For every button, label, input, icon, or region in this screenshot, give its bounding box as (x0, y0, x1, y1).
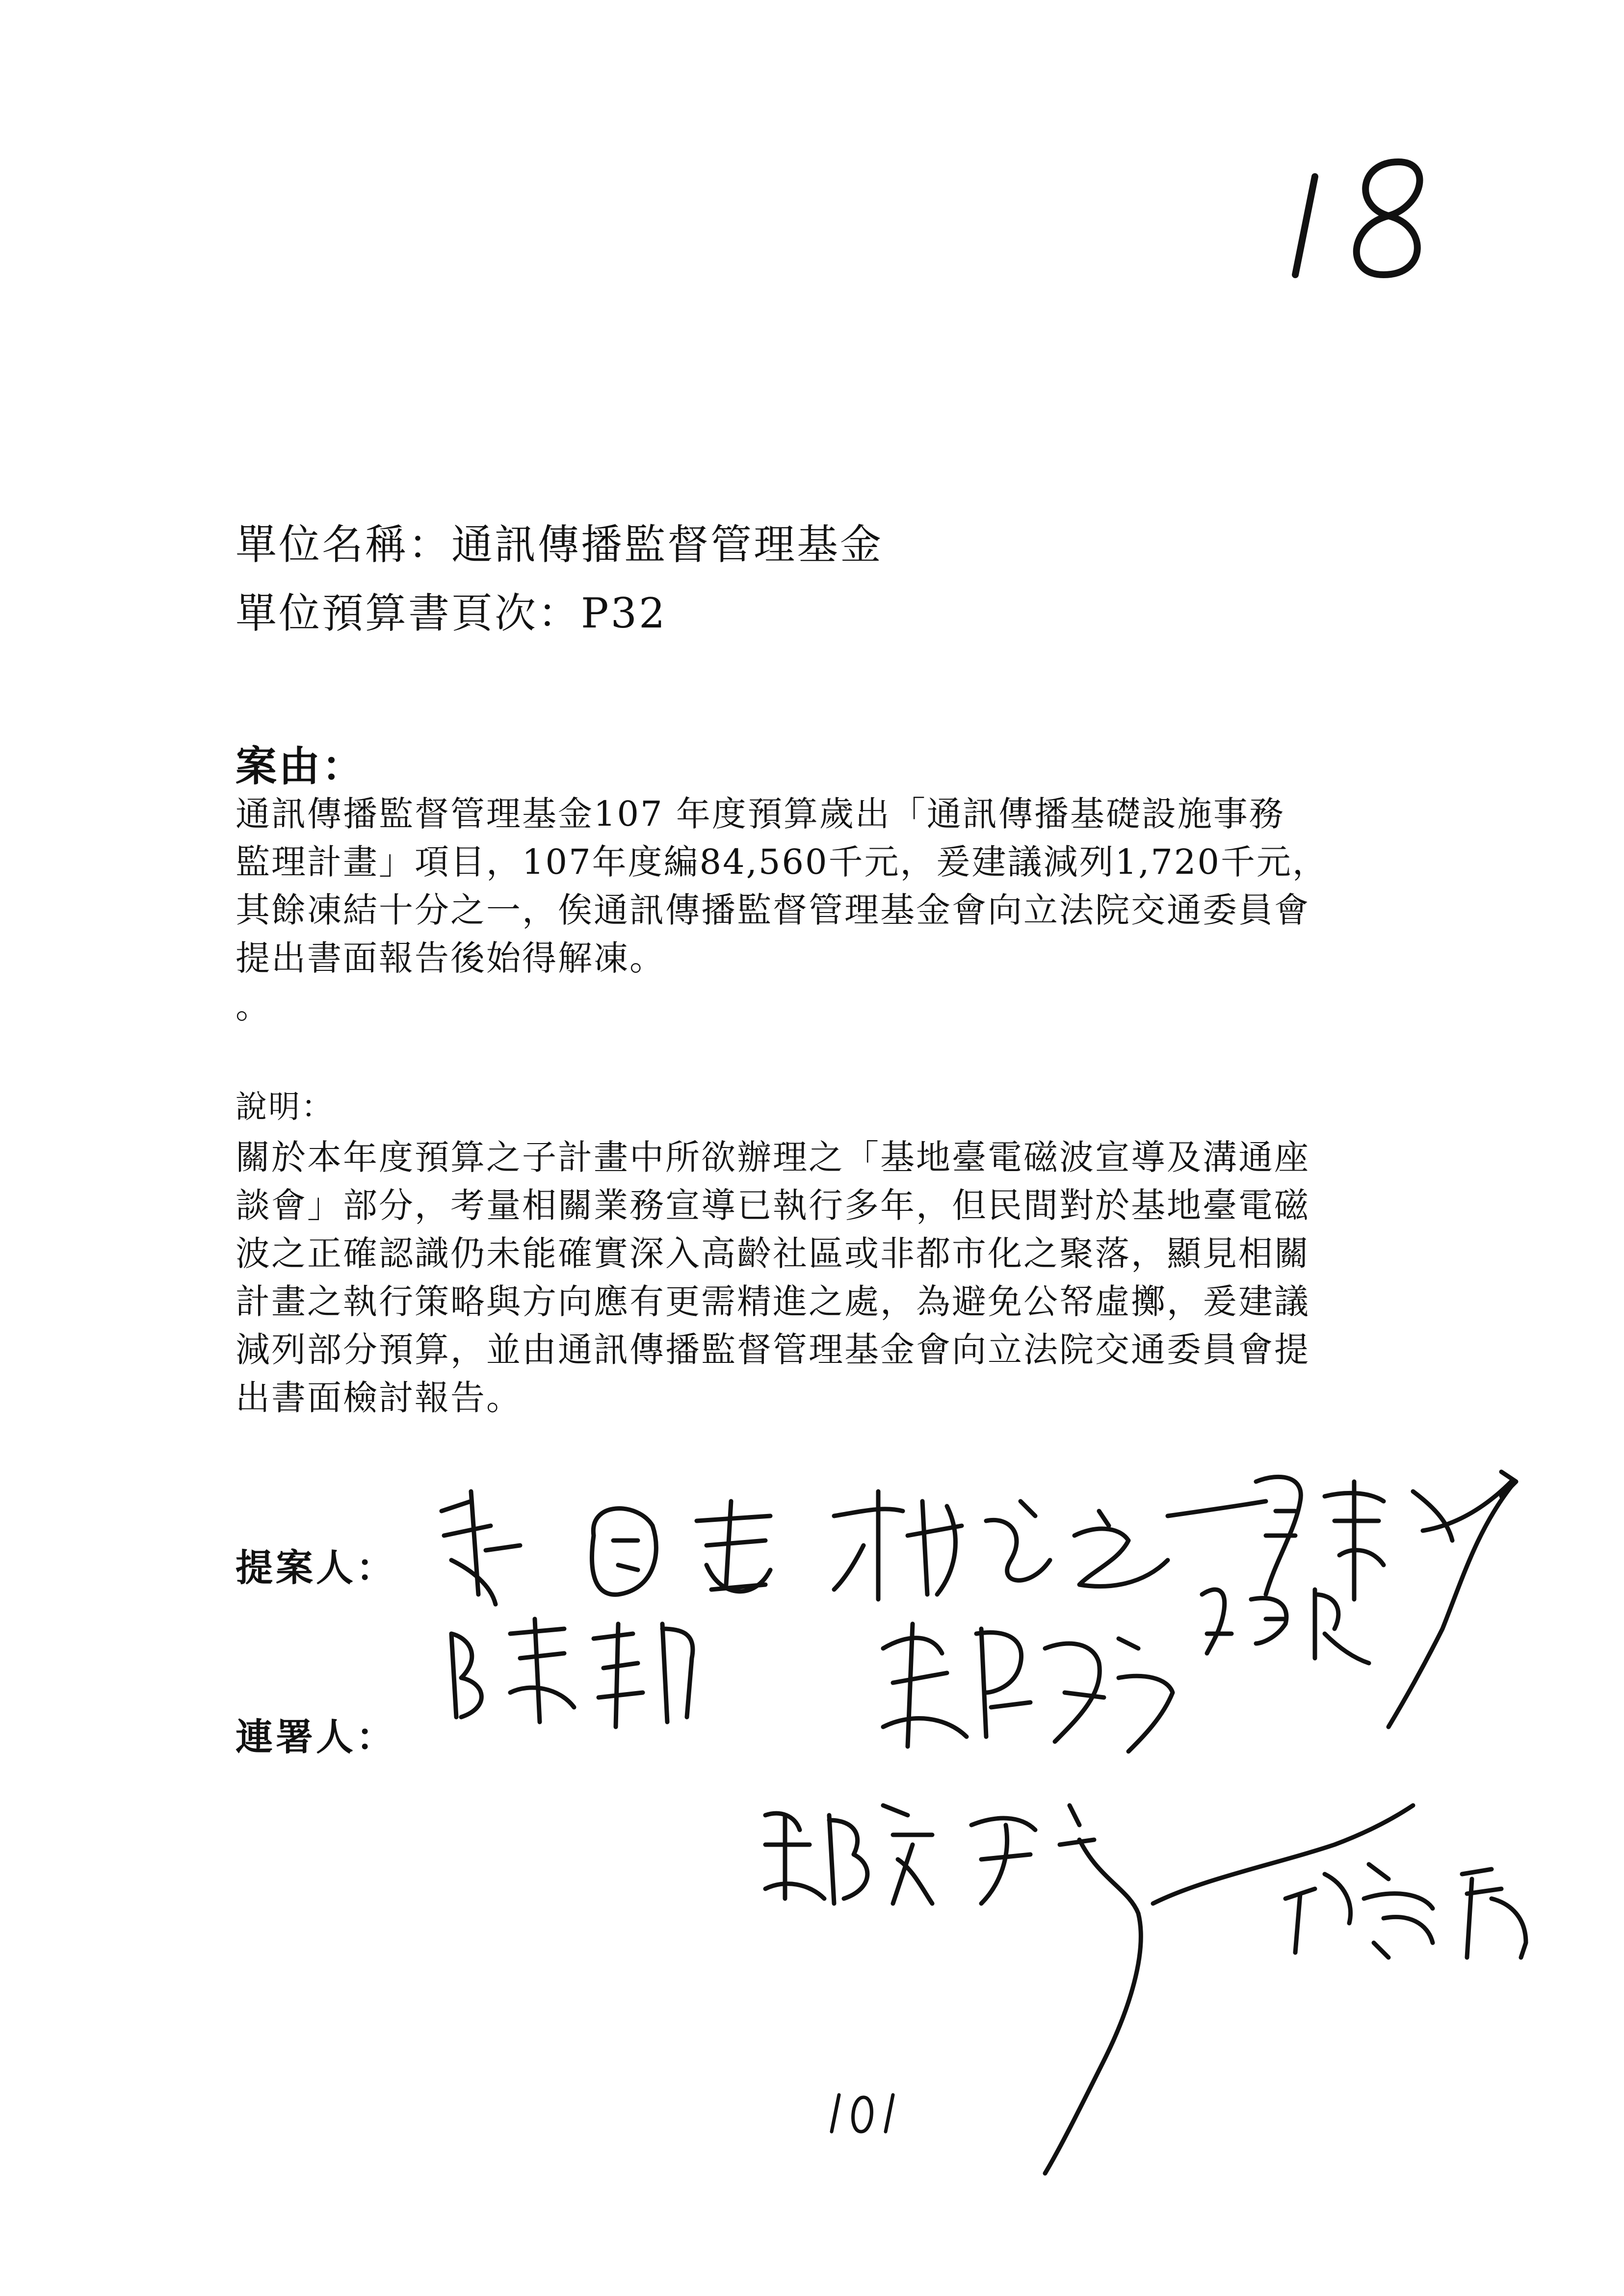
signature-4 (1256, 1472, 1516, 1727)
case-line: 監理計畫」項目，107年度編84,560千元，爰建議減列1,720千元， (236, 842, 1328, 882)
signature-5 (451, 1619, 693, 1727)
signature-6 (883, 1624, 1173, 1751)
explanation-line: 計畫之執行策略與方向應有更需精進之處，為避免公帑虛擲，爰建議 (236, 1281, 1310, 1322)
case-line: 。 (236, 986, 271, 1026)
signature-7 (1202, 1590, 1369, 1663)
explanation-label: 說明： (236, 1089, 334, 1125)
proposer-label: 提案人： (236, 1546, 396, 1590)
signature-8 (765, 1805, 1141, 2173)
cosigner-label: 連署人： (236, 1715, 396, 1759)
case-line: 其餘凍結十分之一，俟通訊傳播監督管理基金會向立法院交通委員會 (236, 890, 1310, 930)
signature-3 (834, 1491, 1266, 1599)
explanation-line: 減列部分預算，並由通訊傳播監督管理基金會向立法院交通委員會提 (236, 1330, 1310, 1370)
signature-9 (1285, 1864, 1526, 1957)
explanation-line: 談會」部分，考量相關業務宣導已執行多年，但民間對於基地臺電磁 (236, 1185, 1310, 1226)
handwritten-page-number (824, 2085, 903, 2139)
case-line: 通訊傳播監督管理基金107 年度預算歲出「通訊傳播基礎設施事務 (236, 794, 1285, 834)
signature-2 (592, 1501, 770, 1594)
signature-1 (442, 1491, 520, 1604)
unit-page-line: 單位預算書頁次：P32 (236, 589, 667, 637)
explanation-line: 關於本年度預算之子計畫中所欲辦理之「基地臺電磁波宣導及溝通座 (236, 1137, 1310, 1177)
explanation-line: 波之正確認識仍未能確實深入高齡社區或非都市化之聚落，顯見相關 (236, 1233, 1310, 1274)
explanation-line: 出書面檢討報告。 (236, 1378, 522, 1418)
unit-name-line: 單位名稱：通訊傳播監督管理基金 (236, 521, 884, 569)
signature-flourish (1153, 1805, 1413, 1904)
case-heading: 案由： (236, 742, 366, 790)
case-line: 提出書面報告後始得解凍。 (236, 938, 665, 978)
